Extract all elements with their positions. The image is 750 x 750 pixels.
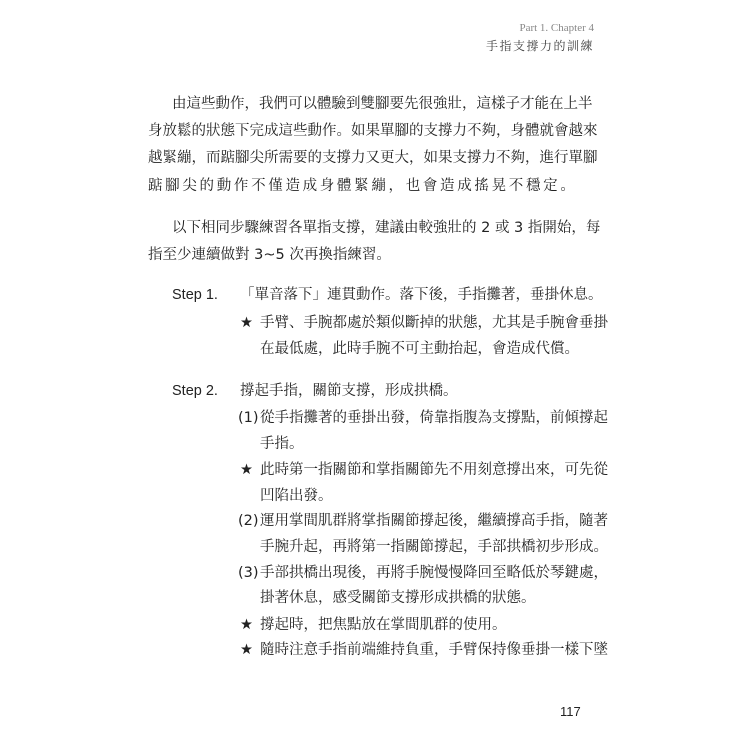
- paragraph-line: 越緊繃，而踮腳尖所需要的支撐力又更大，如果支撐力不夠，進行單腳: [148, 150, 598, 166]
- item-number: (3): [238, 565, 259, 581]
- paragraph-line: 身放鬆的狀態下完成這些動作。如果單腳的支撐力不夠，身體就會越來: [148, 123, 598, 139]
- item-line: 此時第一指關節和掌指關節先不用刻意撐出來，可先從: [260, 462, 608, 478]
- paragraph-line: 由這些動作，我們可以體驗到雙腳要先很強壯，這樣子才能在上半: [172, 96, 593, 112]
- item-line: 隨時注意手指前端維持負重，手臂保持像垂掛一樣下墜: [260, 642, 608, 658]
- paragraph-line: 踮腳尖的動作不僅造成身體緊繃，也會造成搖晃不穩定。: [148, 178, 578, 194]
- item-line: 手指。: [260, 436, 304, 452]
- item-number: (1): [238, 410, 259, 426]
- item-line: 撐起時，把焦點放在掌間肌群的使用。: [260, 617, 507, 633]
- paragraph-line: 指至少連續做對 3~5 次再換指練習。: [148, 247, 391, 263]
- running-header-part: Part 1. Chapter 4: [519, 22, 594, 34]
- star-bullet-icon: ★: [240, 642, 253, 658]
- running-header-chapter-title: 手指支撐力的訓練: [485, 39, 594, 53]
- item-line: 從手指攤著的垂掛出發，倚靠指腹為支撐點，前傾撐起: [260, 410, 608, 426]
- item-line: 手部拱橋出現後，再將手腕慢慢降回至略低於琴鍵處，: [260, 565, 608, 581]
- item-line: 運用掌間肌群將掌指關節撐起後，繼續撐高手指，隨著: [260, 513, 608, 529]
- star-bullet-icon: ★: [240, 315, 253, 331]
- item-line: 在最低處，此時手腕不可主動抬起，會造成代償。: [260, 341, 579, 357]
- step-text: 「單音落下」連貫動作。落下後，手指攤著，垂掛休息。: [240, 287, 603, 303]
- step-label: Step 1.: [172, 287, 218, 303]
- page-number: 117: [560, 704, 581, 719]
- paragraph-line: 以下相同步驟練習各單指支撐，建議由較強壯的 2 或 3 指開始，每: [172, 220, 601, 236]
- step-label: Step 2.: [172, 383, 218, 399]
- star-bullet-icon: ★: [240, 617, 253, 633]
- item-line: 手腕升起，再將第一指關節撐起，手部拱橋初步形成。: [260, 539, 608, 555]
- step-text: 撐起手指，關節支撐，形成拱橋。: [240, 383, 458, 399]
- item-number: (2): [238, 513, 259, 529]
- star-bullet-icon: ★: [240, 462, 253, 478]
- item-line: 掛著休息，感受關節支撐形成拱橋的狀態。: [260, 590, 536, 606]
- item-line: 凹陷出發。: [260, 488, 333, 504]
- item-line: 手臂、手腕都處於類似斷掉的狀態，尤其是手腕會垂掛: [260, 315, 608, 331]
